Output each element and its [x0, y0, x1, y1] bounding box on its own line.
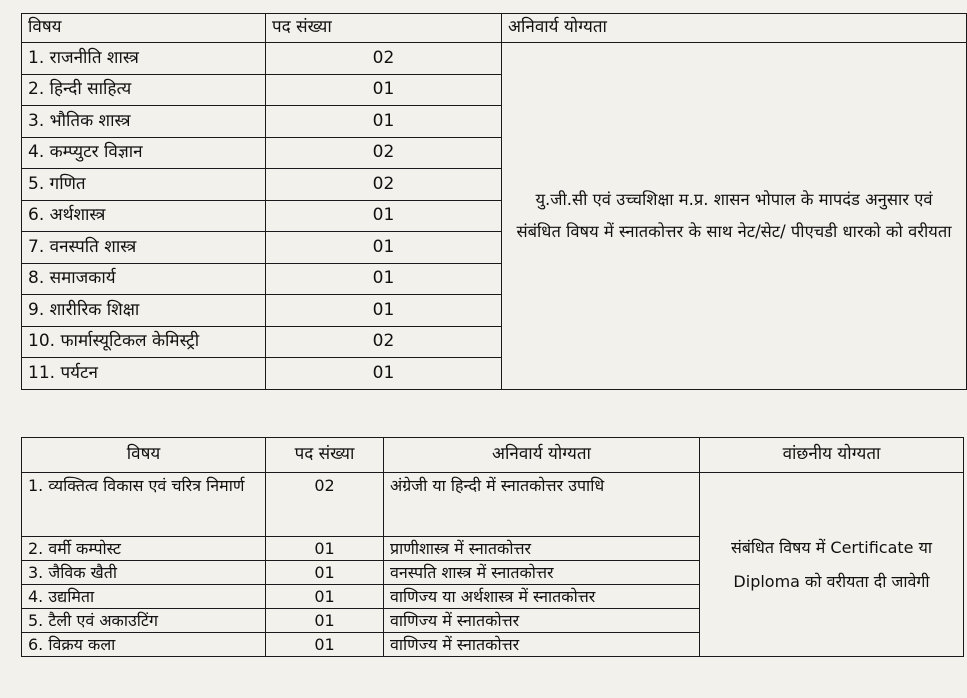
subject-cell: 1. राजनीति शास्त्र — [22, 43, 266, 75]
posts-cell: 01 — [266, 295, 502, 327]
posts-cell: 01 — [266, 74, 502, 106]
qualification-cell: वाणिज्य में स्नातकोत्तर — [384, 633, 700, 657]
posts-cell: 01 — [266, 537, 384, 561]
subject-cell: 4. कम्प्युटर विज्ञान — [22, 137, 266, 169]
subject-cell: 2. हिन्दी साहित्य — [22, 74, 266, 106]
subject-cell: 5. टैली एवं अकाउटिंग — [22, 609, 266, 633]
qualification-cell: वनस्पति शास्त्र में स्नातकोत्तर — [384, 561, 700, 585]
subject-cell: 3. जैविक खैती — [22, 561, 266, 585]
posts-cell: 01 — [266, 200, 502, 232]
subject-cell: 9. शारीरिक शिक्षा — [22, 295, 266, 327]
header-qualification: अनिवार्य योग्यता — [502, 14, 967, 43]
header-posts: पद संख्या — [266, 14, 502, 43]
posts-cell: 01 — [266, 358, 502, 390]
posts-cell: 01 — [266, 106, 502, 138]
header-qualification: अनिवार्य योग्यता — [384, 438, 700, 473]
vocational-posts-table — [21, 437, 964, 657]
table-header-row — [22, 438, 964, 473]
qualification-cell: यु.जी.सी एवं उच्चशिक्षा म.प्र. शासन भोपाल के मापदंड अनुसार एवं संबंधित विषय में स्नातकोत्तर के साथ नेट/सेट/ पीएचडी धारको को वरीयता — [502, 43, 967, 390]
posts-cell: 02 — [266, 137, 502, 169]
subject-cell: 2. वर्मी कम्पोस्ट — [22, 537, 266, 561]
faculty-posts-table — [21, 13, 967, 390]
subject-cell: 3. भौतिक शास्त्र — [22, 106, 266, 138]
posts-cell: 02 — [266, 169, 502, 201]
table-row — [22, 473, 964, 537]
subject-cell: 7. वनस्पति शास्त्र — [22, 232, 266, 264]
posts-cell: 01 — [266, 232, 502, 264]
header-posts: पद संख्या — [266, 438, 384, 473]
table-header-row — [22, 14, 967, 43]
posts-cell: 02 — [266, 473, 384, 537]
subject-cell: 1. व्यक्तित्व विकास एवं चरित्र निमार्ण — [22, 473, 266, 537]
subject-cell: 11. पर्यटन — [22, 358, 266, 390]
posts-cell: 01 — [266, 561, 384, 585]
qualification-cell: अंग्रेजी या हिन्दी में स्नातकोत्तर उपाधि — [384, 473, 700, 537]
posts-cell: 01 — [266, 585, 384, 609]
posts-cell: 02 — [266, 43, 502, 75]
subject-cell: 8. समाजकार्य — [22, 263, 266, 295]
subject-cell: 6. अर्थशास्त्र — [22, 200, 266, 232]
subject-cell: 4. उद्यमिता — [22, 585, 266, 609]
posts-cell: 01 — [266, 263, 502, 295]
posts-cell: 01 — [266, 609, 384, 633]
posts-cell: 02 — [266, 326, 502, 358]
qualification-cell: वाणिज्य या अर्थशास्त्र में स्नातकोत्तर — [384, 585, 700, 609]
header-subject: विषय — [22, 438, 266, 473]
table-row — [22, 43, 967, 75]
subject-cell: 5. गणित — [22, 169, 266, 201]
posts-cell: 01 — [266, 633, 384, 657]
subject-cell: 6. विक्रय कला — [22, 633, 266, 657]
header-desirable: वांछनीय योग्यता — [700, 438, 964, 473]
qualification-cell: वाणिज्य में स्नातकोत्तर — [384, 609, 700, 633]
header-subject: विषय — [22, 14, 266, 43]
subject-cell: 10. फार्मास्यूटिकल केमिस्ट्री — [22, 326, 266, 358]
qualification-cell: प्राणीशास्त्र में स्नातकोत्तर — [384, 537, 700, 561]
desirable-cell: संबंधित विषय में Certificate या Diploma को वरीयता दी जावेगी — [700, 473, 964, 657]
